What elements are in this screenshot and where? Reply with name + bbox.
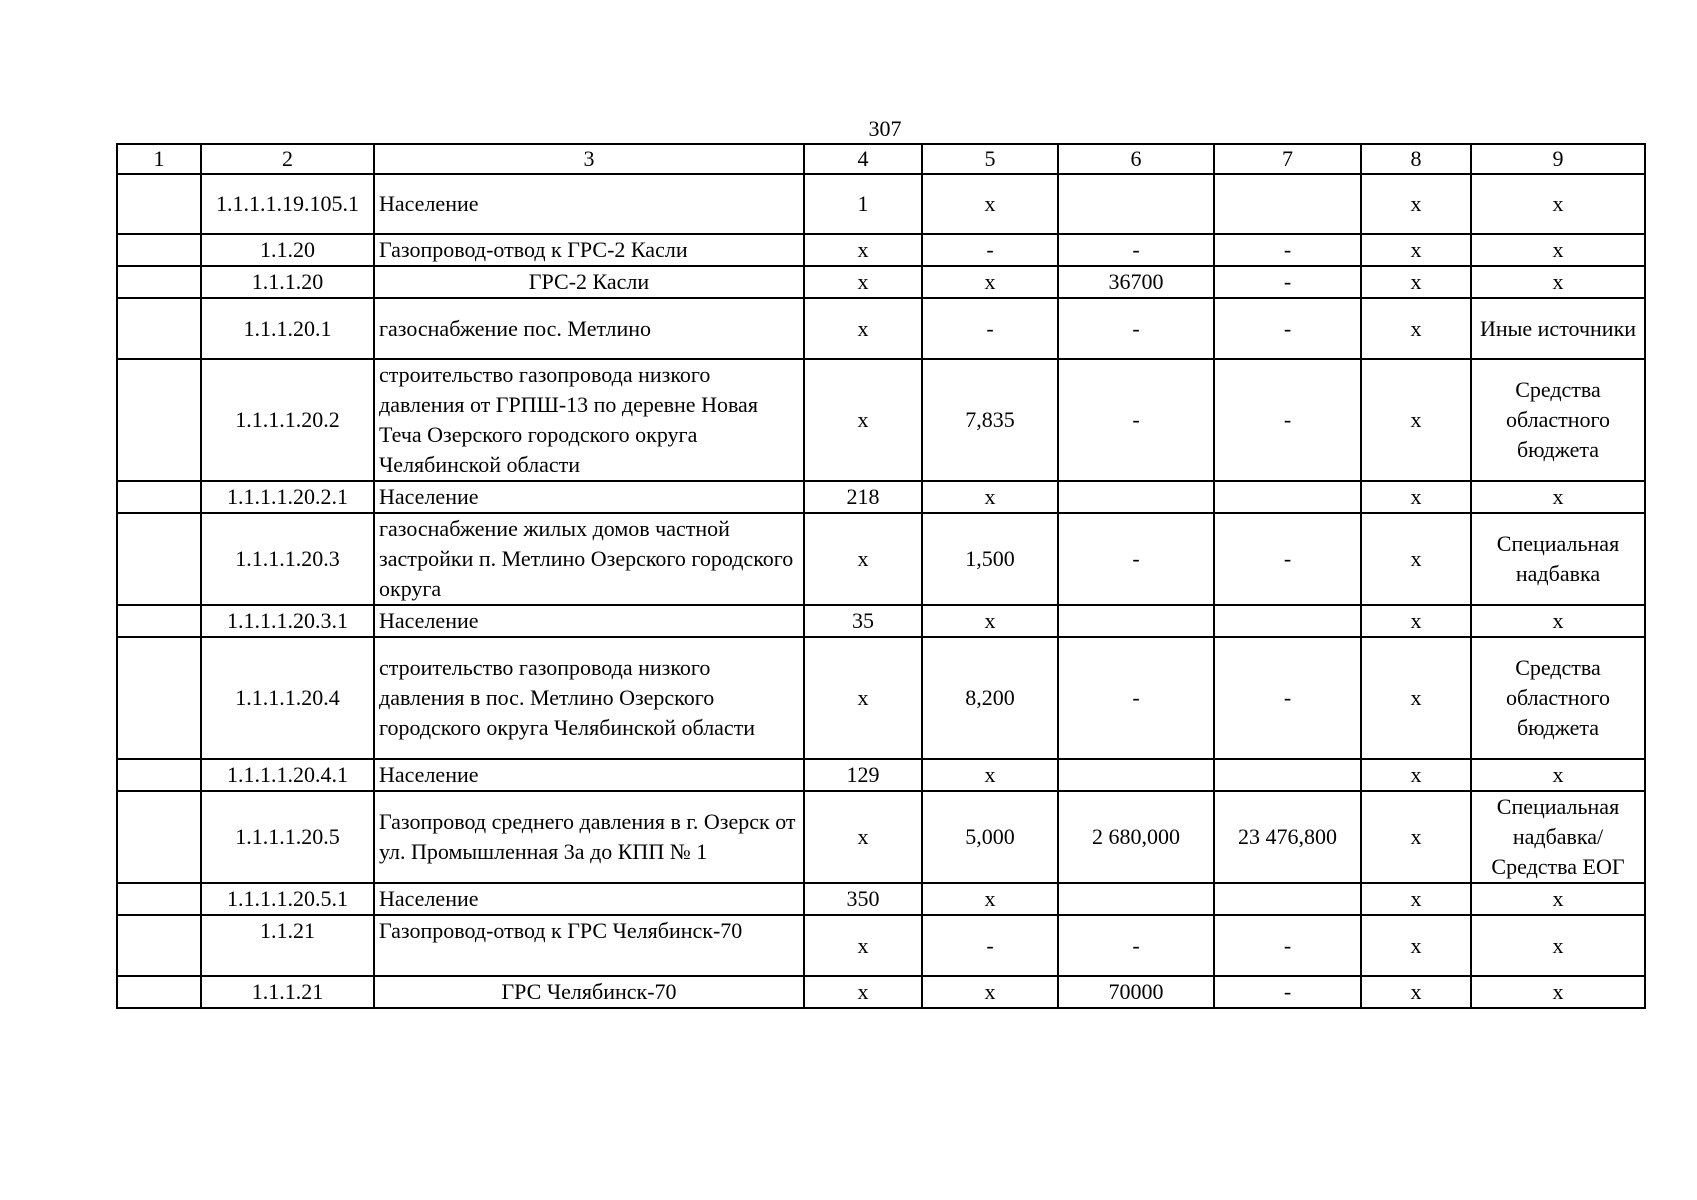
table-row [117,266,1645,298]
column-header: 6 [1058,144,1214,174]
cell-col5: x [922,266,1058,298]
cell-col5: x [922,759,1058,791]
cell-col8: x [1361,605,1471,637]
cell-col5: x [922,481,1058,513]
cell-col4: 35 [804,605,922,637]
cell-name: строительство газопровода низкого давления в пос. Метлино Озерского городского округа Челябинской области [374,637,804,759]
cell-source: Специальная надбавка [1471,513,1645,605]
cell-col6 [1058,883,1214,915]
cell-col7: - [1214,359,1361,481]
cell-col6 [1058,481,1214,513]
column-header: 3 [374,144,804,174]
column-header: 9 [1471,144,1645,174]
cell-col4: x [804,637,922,759]
cell-name: ГРС Челябинск-70 [374,976,804,1008]
table-row [117,513,1645,605]
cell-col6 [1058,174,1214,234]
column-header: 4 [804,144,922,174]
cell-source: x [1471,915,1645,976]
cell-col6: - [1058,298,1214,359]
cell-name: Население [374,605,804,637]
cell-name: Газопровод-отвод к ГРС Челябинск-70 [374,915,804,976]
cell-name: строительство газопровода низкого давления от ГРПШ-13 по деревне Новая Теча Озерского городского округа Челябинской области [374,359,804,481]
column-header: 1 [117,144,201,174]
cell-col6: - [1058,915,1214,976]
cell-code: 1.1.20 [201,234,374,266]
cell-col5: x [922,883,1058,915]
column-header: 5 [922,144,1058,174]
cell-num [117,298,201,359]
cell-col5: 1,500 [922,513,1058,605]
cell-num [117,266,201,298]
cell-source: x [1471,759,1645,791]
cell-col4: x [804,915,922,976]
cell-code: 1.1.1.21 [201,976,374,1008]
cell-code: 1.1.1.1.20.3 [201,513,374,605]
cell-col4: 129 [804,759,922,791]
header-row [117,144,1645,174]
cell-col5: - [922,915,1058,976]
cell-col8: x [1361,234,1471,266]
column-header: 2 [201,144,374,174]
cell-source: x [1471,174,1645,234]
cell-code: 1.1.21 [201,915,374,976]
cell-col7 [1214,883,1361,915]
cell-col6: 70000 [1058,976,1214,1008]
cell-source: x [1471,481,1645,513]
cell-col4: 350 [804,883,922,915]
cell-col8: x [1361,915,1471,976]
cell-col8: x [1361,759,1471,791]
cell-col8: x [1361,359,1471,481]
cell-name: Население [374,759,804,791]
cell-name: ГРС-2 Касли [374,266,804,298]
cell-col8: x [1361,883,1471,915]
cell-source: Специальная надбавка/Средства ЕОГ [1471,791,1645,883]
cell-code: 1.1.1.1.20.4 [201,637,374,759]
cell-col6 [1058,759,1214,791]
cell-num [117,791,201,883]
cell-name: газоснабжение жилых домов частной застройки п. Метлино Озерского городского округа [374,513,804,605]
table-row [117,298,1645,359]
cell-col4: 1 [804,174,922,234]
cell-col4: x [804,791,922,883]
column-header: 7 [1214,144,1361,174]
cell-col8: x [1361,481,1471,513]
cell-name: Газопровод-отвод к ГРС-2 Касли [374,234,804,266]
cell-col7: - [1214,915,1361,976]
cell-num [117,174,201,234]
cell-num [117,481,201,513]
cell-name: Население [374,883,804,915]
cell-code: 1.1.1.20 [201,266,374,298]
cell-col4: x [804,234,922,266]
cell-col8: x [1361,266,1471,298]
cell-source: Средства областного бюджета [1471,359,1645,481]
cell-col5: x [922,976,1058,1008]
cell-col7: 23 476,800 [1214,791,1361,883]
cell-col6: 36700 [1058,266,1214,298]
cell-num [117,759,201,791]
cell-col6: - [1058,234,1214,266]
cell-col5: 5,000 [922,791,1058,883]
column-header: 8 [1361,144,1471,174]
cell-num [117,234,201,266]
cell-source: Иные источники [1471,298,1645,359]
cell-col5: x [922,605,1058,637]
cell-name: газоснабжение пос. Метлино [374,298,804,359]
cell-col7 [1214,174,1361,234]
data-table [116,143,1646,1009]
cell-col7: - [1214,637,1361,759]
cell-col8: x [1361,637,1471,759]
cell-source: x [1471,976,1645,1008]
cell-col8: x [1361,174,1471,234]
cell-code: 1.1.1.1.20.2.1 [201,481,374,513]
cell-name: Газопровод среднего давления в г. Озерск от ул. Промышленная 3а до КПП № 1 [374,791,804,883]
table-row [117,976,1645,1008]
cell-source: Средства областного бюджета [1471,637,1645,759]
table-row [117,481,1645,513]
cell-code: 1.1.1.20.1 [201,298,374,359]
cell-col7: - [1214,976,1361,1008]
cell-col8: x [1361,298,1471,359]
cell-col7: - [1214,298,1361,359]
cell-col4: x [804,266,922,298]
cell-col4: x [804,298,922,359]
page-number: 307 [868,116,902,141]
cell-col4: x [804,976,922,1008]
table-row [117,759,1645,791]
cell-code: 1.1.1.1.20.5.1 [201,883,374,915]
cell-source: x [1471,266,1645,298]
cell-num [117,513,201,605]
cell-name: Население [374,481,804,513]
cell-col7 [1214,605,1361,637]
cell-col6: - [1058,359,1214,481]
cell-num [117,637,201,759]
cell-col7: - [1214,266,1361,298]
cell-source: x [1471,883,1645,915]
cell-col5: - [922,298,1058,359]
cell-col7 [1214,481,1361,513]
cell-col6 [1058,605,1214,637]
cell-col4: x [804,513,922,605]
cell-col8: x [1361,976,1471,1008]
cell-col8: x [1361,513,1471,605]
cell-col5: - [922,234,1058,266]
cell-col7: - [1214,234,1361,266]
cell-col6: - [1058,637,1214,759]
cell-col5: x [922,174,1058,234]
cell-col4: 218 [804,481,922,513]
cell-num [117,976,201,1008]
cell-code: 1.1.1.1.20.5 [201,791,374,883]
cell-col6: 2 680,000 [1058,791,1214,883]
cell-col8: x [1361,791,1471,883]
cell-code: 1.1.1.1.20.3.1 [201,605,374,637]
table-row [117,605,1645,637]
cell-code: 1.1.1.1.19.105.1 [201,174,374,234]
cell-num [117,915,201,976]
table-row [117,915,1645,976]
cell-code: 1.1.1.1.20.2 [201,359,374,481]
cell-code: 1.1.1.1.20.4.1 [201,759,374,791]
cell-col5: 7,835 [922,359,1058,481]
table-row [117,234,1645,266]
table-row [117,174,1645,234]
table-row [117,883,1645,915]
table-row [117,637,1645,759]
cell-num [117,359,201,481]
cell-col6: - [1058,513,1214,605]
cell-name: Население [374,174,804,234]
cell-col5: 8,200 [922,637,1058,759]
cell-num [117,883,201,915]
cell-source: x [1471,605,1645,637]
cell-col4: x [804,359,922,481]
cell-col7: - [1214,513,1361,605]
cell-col7 [1214,759,1361,791]
cell-num [117,605,201,637]
cell-source: x [1471,234,1645,266]
table-row [117,359,1645,481]
table-row [117,791,1645,883]
